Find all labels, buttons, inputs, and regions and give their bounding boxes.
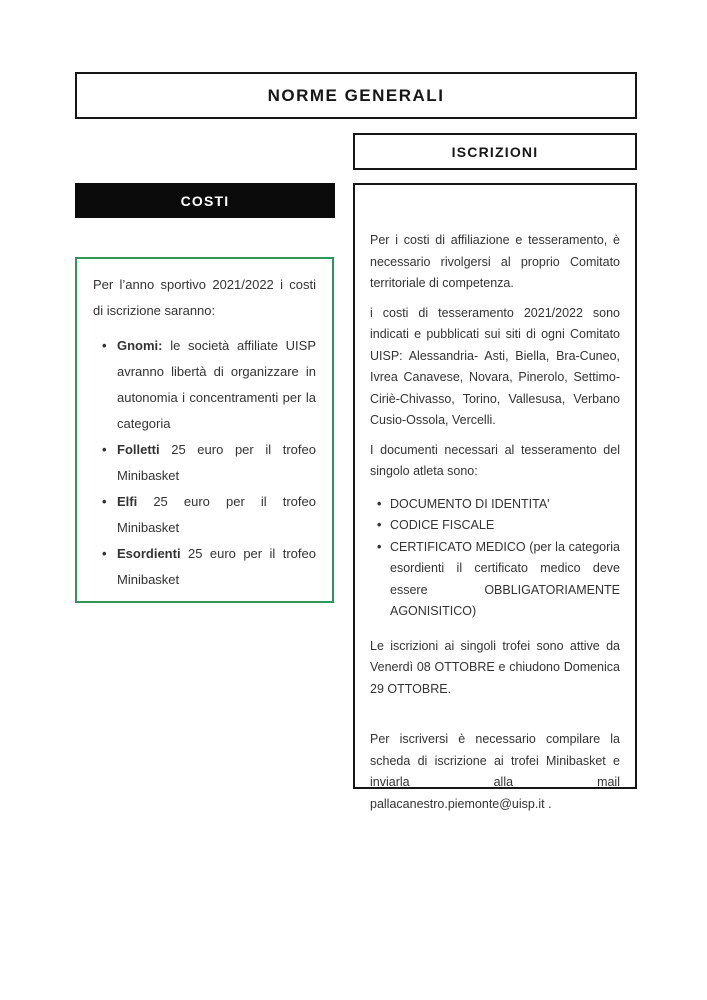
paragraph-comitati: i costi di tesseramento 2021/2022 sono indicati e pubblicati sui siti di ogni Comitato UISP: Alessandria- Asti, Biella, Bra-Cuneo, Ivrea Canavese, Novara, Pinerolo, Settimo-Ciriè-Chivasso, Torino, Vallesusa, Verbano Cusio-Ossola, Vercelli. — [370, 305, 620, 427]
cost-item-esordienti — [117, 541, 316, 593]
costi-heading-box — [75, 183, 335, 218]
cost-item-folletti — [117, 437, 316, 489]
cost-item-text: le società affiliate UISP avranno libertà di organizzare in autonomia i concentramenti per la categoria — [117, 338, 316, 431]
bullet-icon — [377, 494, 381, 516]
document-item-codice-fiscale — [390, 515, 620, 537]
cost-item-text: 25 euro per il trofeo Minibasket — [117, 494, 316, 535]
cost-item-name: Folletti — [117, 442, 160, 457]
document-item-identita — [390, 494, 620, 516]
bullet-icon — [102, 489, 107, 515]
cost-list — [93, 333, 316, 593]
costi-content-box — [75, 257, 334, 603]
title-box — [75, 72, 637, 119]
bullet-icon — [102, 541, 107, 567]
iscrizioni-content-box — [353, 183, 637, 811]
paragraph-documenti-intro: I documenti necessari al tesseramento del singolo atleta sono: — [370, 442, 620, 478]
document-item-text: CODICE FISCALE — [390, 518, 495, 532]
cost-item-name: Elfi — [117, 494, 138, 509]
documents-list — [370, 494, 620, 623]
page-title: NORME GENERALI — [267, 85, 445, 105]
document-item-text: DOCUMENTO DI IDENTITA' — [390, 496, 550, 511]
cost-item-elfi — [117, 489, 316, 541]
costi-intro: Per l’anno sportivo 2021/2022 i costi di iscrizione saranno: — [93, 277, 316, 318]
cost-item-name: Gnomi: — [117, 338, 163, 353]
iscrizioni-heading: ISCRIZIONI — [451, 143, 539, 160]
bullet-icon — [377, 537, 381, 559]
cost-item-name: Esordienti — [117, 546, 181, 561]
bullet-icon — [377, 515, 381, 537]
document-item-certificato-medico — [390, 537, 620, 623]
cost-item-gnomi — [117, 333, 316, 437]
paragraph-affiliazione: Per i costi di affiliazione e tesseramento, è necessario rivolgersi al proprio Comitato territoriale di competenza. — [370, 233, 620, 290]
cost-item-text: 25 euro per il trofeo Minibasket — [117, 442, 316, 483]
bullet-icon — [102, 437, 107, 463]
cost-item-text: 25 euro per il trofeo Minibasket — [117, 546, 316, 587]
iscrizioni-heading-box — [353, 133, 637, 170]
document-item-text: CERTIFICATO MEDICO (per la categoria esordienti il certificato medico deve essere OBBLIGATORIAMENTE AGONISITICO) — [390, 539, 620, 618]
paragraph-date-iscrizioni: Le iscrizioni ai singoli trofei sono attive da Venerdì 08 OTTOBRE e chiudono Domenica 29 OTTOBRE. — [370, 638, 620, 696]
paragraph-come-iscriversi: Per iscriversi è necessario compilare la scheda di iscrizione ai trofei Minibasket e inviarla alla mail pallacanestro.piemonte@uisp.it . — [370, 732, 620, 811]
bullet-icon — [102, 333, 107, 359]
costi-heading: COSTI — [180, 192, 230, 209]
